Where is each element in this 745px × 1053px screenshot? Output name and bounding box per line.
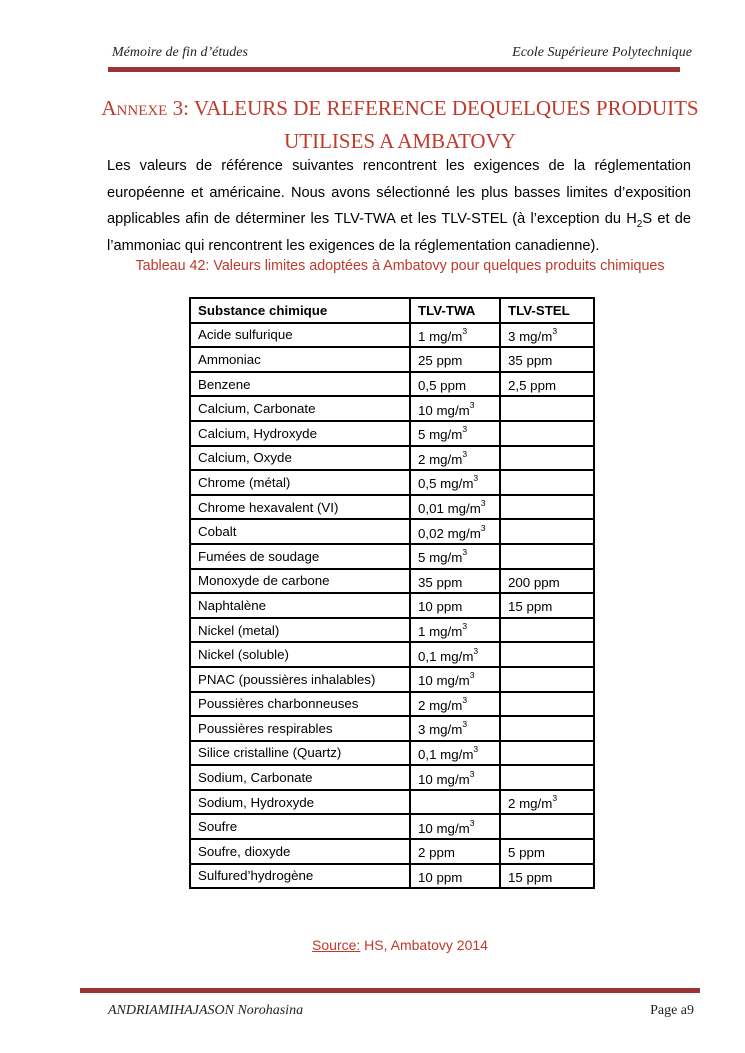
cell-substance (190, 642, 410, 667)
cell-substance-value: Sulfured’hydrogène (198, 868, 314, 884)
cell-tlv-twa-exponent: 3 (469, 768, 475, 779)
table-row (190, 544, 594, 569)
cell-substance-value: Nickel (soluble) (198, 647, 289, 663)
cell-substance-value: Monoxyde de carbone (198, 573, 330, 589)
annex-title-line2: UTILISES A AMBATOVY (284, 129, 516, 153)
cell-tlv-stel (500, 642, 594, 667)
annex-title-line1-text: : VALEURS DE REFERENCE DEQUELQUES PRODUITS (183, 96, 699, 120)
annex-title-prefix: Annexe 3 (101, 96, 184, 120)
cell-tlv-stel-value: 200 ppm (508, 574, 560, 590)
cell-tlv-twa (410, 519, 500, 544)
table-row (190, 790, 594, 815)
cell-tlv-twa (410, 864, 500, 889)
table-row (190, 864, 594, 889)
cell-substance (190, 790, 410, 815)
cell-tlv-twa (410, 544, 500, 569)
cell-tlv-stel (500, 396, 594, 421)
cell-tlv-stel (500, 470, 594, 495)
table-body (190, 323, 594, 889)
cell-substance-value: Silice cristalline (Quartz) (198, 745, 342, 761)
intro-paragraph-part1: Les valeurs de référence suivantes rencontrent les exigences de la réglementation européenne et américaine. Nous avons sélectionné les plus basses limites d’exposition applicables afin de déterminer les TLV-TWA et les TLV-STEL (à l’exception du H (107, 158, 691, 227)
cell-tlv-twa-value: 0,5 mg/m (418, 476, 474, 492)
cell-tlv-twa (410, 716, 500, 741)
cell-substance (190, 544, 410, 569)
cell-substance (190, 839, 410, 864)
header-divider (108, 67, 680, 72)
table-row (190, 814, 594, 839)
cell-substance (190, 667, 410, 692)
cell-tlv-twa (410, 667, 500, 692)
table-row (190, 396, 594, 421)
cell-tlv-stel (500, 421, 594, 446)
cell-tlv-twa-exponent: 3 (473, 645, 479, 656)
table-row (190, 421, 594, 446)
cell-tlv-twa (410, 323, 500, 348)
cell-tlv-twa (410, 396, 500, 421)
annex-title-line1 (100, 92, 700, 125)
cell-tlv-twa (410, 470, 500, 495)
cell-tlv-twa (410, 446, 500, 471)
table-row (190, 839, 594, 864)
cell-substance (190, 814, 410, 839)
cell-substance (190, 446, 410, 471)
table-row (190, 667, 594, 692)
cell-tlv-stel-value: 2 mg/m (508, 796, 553, 812)
cell-tlv-stel (500, 864, 594, 889)
cell-substance (190, 396, 410, 421)
table-row (190, 741, 594, 766)
cell-substance (190, 347, 410, 372)
cell-tlv-twa (410, 495, 500, 520)
cell-substance-value: Calcium, Carbonate (198, 401, 316, 417)
cell-substance-value: Chrome hexavalent (VI) (198, 499, 339, 515)
cell-tlv-twa-exponent: 3 (462, 325, 468, 336)
cell-tlv-twa-value: 2 ppm (418, 845, 455, 861)
cell-tlv-stel (500, 692, 594, 717)
cell-tlv-twa-value: 10 mg/m (418, 673, 470, 689)
cell-tlv-twa-exponent: 3 (473, 473, 479, 484)
cell-tlv-twa-value: 0,5 ppm (418, 378, 467, 394)
cell-tlv-stel (500, 741, 594, 766)
table-source (100, 937, 700, 953)
cell-tlv-twa (410, 421, 500, 446)
cell-tlv-stel-value: 35 ppm (508, 353, 553, 369)
cell-tlv-twa-exponent: 3 (480, 522, 486, 533)
cell-tlv-stel-value: 5 ppm (508, 845, 545, 861)
header-right-text: Ecole Supérieure Polytechnique (512, 45, 692, 60)
cell-tlv-stel (500, 814, 594, 839)
cell-substance (190, 618, 410, 643)
cell-tlv-stel (500, 519, 594, 544)
cell-tlv-stel (500, 765, 594, 790)
cell-substance-value: Calcium, Oxyde (198, 450, 292, 466)
cell-tlv-twa-value: 25 ppm (418, 353, 463, 369)
header-left-text: Mémoire de fin d’études (112, 45, 248, 60)
table-row (190, 593, 594, 618)
exposure-limits-table (189, 297, 595, 889)
cell-tlv-twa (410, 839, 500, 864)
cell-tlv-stel (500, 790, 594, 815)
cell-substance (190, 323, 410, 348)
header-tlv-twa: TLV-TWA (410, 298, 500, 323)
cell-tlv-twa-value: 10 ppm (418, 599, 463, 615)
cell-substance-value: Benzene (198, 376, 251, 392)
cell-tlv-stel-exponent: 3 (552, 325, 558, 336)
cell-substance-value: Fumées de soudage (198, 548, 320, 564)
cell-tlv-twa (410, 790, 500, 815)
cell-tlv-twa-value: 5 mg/m (418, 550, 463, 566)
cell-tlv-twa-value: 5 mg/m (418, 427, 463, 443)
table-row (190, 716, 594, 741)
intro-paragraph (107, 153, 691, 259)
cell-tlv-stel (500, 593, 594, 618)
cell-tlv-twa-value: 10 mg/m (418, 402, 470, 418)
cell-tlv-twa (410, 814, 500, 839)
source-text: HS, Ambatovy 2014 (360, 937, 488, 953)
cell-tlv-stel (500, 323, 594, 348)
cell-tlv-twa-exponent: 3 (462, 448, 468, 459)
cell-tlv-twa-value: 0,01 mg/m (418, 501, 481, 517)
cell-tlv-stel (500, 667, 594, 692)
cell-tlv-twa (410, 741, 500, 766)
table-row (190, 618, 594, 643)
cell-substance (190, 495, 410, 520)
cell-tlv-stel (500, 495, 594, 520)
cell-tlv-twa-exponent: 3 (462, 547, 468, 558)
table-row (190, 495, 594, 520)
cell-substance-value: Soufre (198, 819, 238, 835)
cell-tlv-stel (500, 839, 594, 864)
cell-tlv-twa-value: 35 ppm (418, 574, 463, 590)
cell-substance-value: Sodium, Hydroxyde (198, 794, 315, 810)
cell-tlv-twa (410, 765, 500, 790)
cell-substance-value: Cobalt (198, 524, 237, 540)
cell-tlv-stel-value: 3 mg/m (508, 328, 553, 344)
cell-tlv-twa-value: 0,1 mg/m (418, 746, 474, 762)
intro-paragraph-part2: S et de l’ammoniac qui rencontrent les exigences de la réglementation canadienne). (107, 211, 691, 254)
table-row (190, 569, 594, 594)
table-row (190, 519, 594, 544)
cell-tlv-stel-exponent: 3 (552, 793, 558, 804)
cell-tlv-twa-value: 0,02 mg/m (418, 525, 481, 541)
cell-substance-value: Sodium, Carbonate (198, 770, 313, 786)
cell-substance (190, 372, 410, 397)
cell-tlv-stel (500, 716, 594, 741)
table-row (190, 323, 594, 348)
cell-tlv-stel (500, 372, 594, 397)
cell-tlv-twa-exponent: 3 (462, 694, 468, 705)
cell-substance (190, 864, 410, 889)
cell-tlv-stel (500, 544, 594, 569)
cell-substance-value: Ammoniac (198, 351, 261, 367)
cell-substance (190, 569, 410, 594)
cell-tlv-stel (500, 446, 594, 471)
cell-tlv-twa-value: 3 mg/m (418, 722, 463, 738)
cell-tlv-twa-exponent: 3 (473, 743, 479, 754)
source-label: Source: (312, 937, 361, 953)
table-row (190, 642, 594, 667)
cell-substance (190, 716, 410, 741)
cell-tlv-twa-exponent: 3 (462, 424, 468, 435)
cell-tlv-twa (410, 569, 500, 594)
header-substance: Substance chimique (190, 298, 410, 323)
cell-tlv-twa-value: 0,1 mg/m (418, 648, 474, 664)
footer-author: ANDRIAMIHAJASON Norohasina (108, 1003, 304, 1018)
cell-tlv-twa-value: 1 mg/m (418, 624, 463, 640)
annex-title (100, 92, 700, 158)
cell-tlv-twa-exponent: 3 (469, 399, 475, 410)
cell-tlv-twa-value: 2 mg/m (418, 451, 463, 467)
cell-substance-value: Nickel (metal) (198, 622, 280, 638)
cell-tlv-twa (410, 642, 500, 667)
table-header-row (190, 298, 594, 323)
table-row (190, 470, 594, 495)
cell-tlv-twa-exponent: 3 (469, 817, 475, 828)
intro-paragraph-subscript: 2 (636, 218, 643, 230)
cell-substance-value: Calcium, Hydroxyde (198, 425, 317, 441)
cell-tlv-twa-exponent: 3 (462, 621, 468, 632)
cell-substance (190, 470, 410, 495)
cell-substance-value: Acide sulfurique (198, 327, 293, 343)
cell-tlv-twa-value: 10 ppm (418, 869, 463, 885)
cell-tlv-stel (500, 569, 594, 594)
table-caption: Tableau 42: Valeurs limites adoptées à Ambatovy pour quelques produits chimiques (135, 258, 665, 274)
cell-substance (190, 765, 410, 790)
cell-tlv-stel (500, 347, 594, 372)
table-row (190, 347, 594, 372)
cell-substance-value: Soufre, dioxyde (198, 843, 291, 859)
table-row (190, 692, 594, 717)
cell-substance (190, 692, 410, 717)
cell-tlv-twa-value: 10 mg/m (418, 771, 470, 787)
cell-substance (190, 421, 410, 446)
cell-tlv-twa (410, 692, 500, 717)
cell-tlv-stel-value: 2,5 ppm (508, 378, 557, 394)
cell-tlv-twa (410, 593, 500, 618)
cell-tlv-twa-exponent: 3 (462, 719, 468, 730)
cell-tlv-stel (500, 618, 594, 643)
cell-tlv-twa-exponent: 3 (469, 670, 475, 681)
table-row (190, 446, 594, 471)
cell-tlv-twa-value: 2 mg/m (418, 697, 463, 713)
cell-substance-value: Poussières respirables (198, 720, 333, 736)
footer-page-number: Page a9 (650, 1003, 694, 1018)
table-row (190, 765, 594, 790)
cell-tlv-twa-value: 10 mg/m (418, 820, 470, 836)
cell-tlv-twa-exponent: 3 (480, 498, 486, 509)
cell-substance-value: PNAC (poussières inhalables) (198, 671, 376, 687)
cell-tlv-twa (410, 372, 500, 397)
cell-substance (190, 519, 410, 544)
cell-substance-value: Naphtalène (198, 597, 267, 613)
cell-substance-value: Chrome (métal) (198, 474, 291, 490)
cell-tlv-stel-value: 15 ppm (508, 599, 553, 615)
cell-tlv-twa (410, 618, 500, 643)
cell-tlv-stel-value: 15 ppm (508, 869, 553, 885)
cell-substance-value: Poussières charbonneuses (198, 696, 359, 712)
table-row (190, 372, 594, 397)
cell-tlv-twa (410, 347, 500, 372)
cell-substance (190, 593, 410, 618)
cell-substance (190, 741, 410, 766)
footer-divider (80, 988, 700, 993)
header-tlv-stel: TLV-STEL (500, 298, 594, 323)
cell-tlv-twa-value: 1 mg/m (418, 328, 463, 344)
